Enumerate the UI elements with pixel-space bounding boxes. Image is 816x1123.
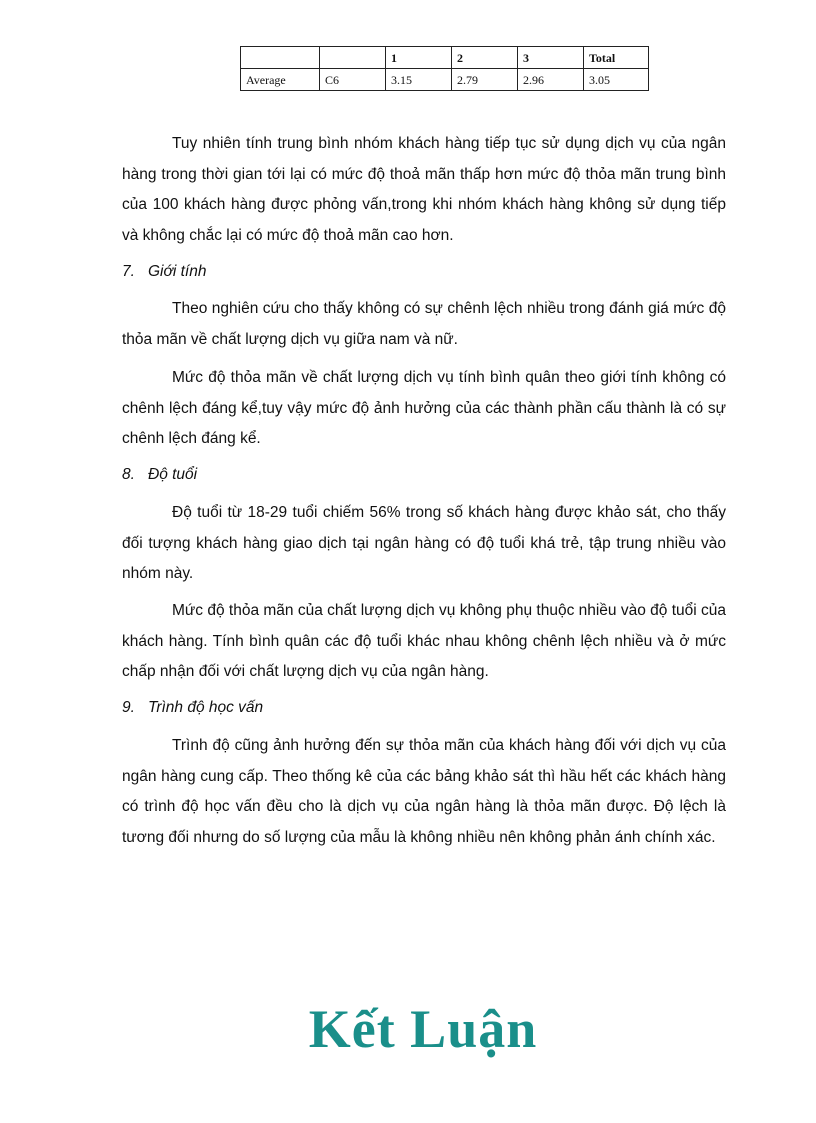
section-heading-gender [122,262,206,282]
paragraph: Tuy nhiên tính trung bình nhóm khách hàng tiếp tục sử dụng dịch vụ của ngân hàng trong thời gian tới lại có mức độ thoả mãn thấp hơn mức độ thỏa mãn trung bình của 100 khách hàng được phỏng vấn,trong khi nhóm khách hàng không sử dụng tiếp và không chắc lại có mức độ thoả mãn cao hơn. [122,135,726,244]
table-cell: 3.15 [386,69,452,91]
table-cell [320,47,386,69]
conclusion-title: Kết Luận [308,999,538,1059]
table-cell: C6 [320,69,386,91]
section-heading-education [122,698,263,718]
table-cell: 3.05 [584,69,649,91]
table-header-cell: Total [584,47,649,69]
section-number: 9. [122,699,135,716]
paragraph: Trình độ cũng ảnh hưởng đến sự thỏa mãn của khách hàng đối với dịch vụ của ngân hàng cung cấp. Theo thống kê của các bảng khảo sát thì hầu hết các khách hàng có trình độ học vấn đều cho là dịch vụ của ngân hàng là thỏa mãn được. Độ lệch là tương đối nhưng do số lượng của mẫu là không nhiều nên không phản ánh chính xác. [122,737,726,846]
section-heading-age [122,465,197,485]
paragraph: Độ tuổi từ 18-29 tuổi chiếm 56% trong số khách hàng được khảo sát, cho thấy đối tượng khách hàng giao dịch tại ngân hàng có độ tuổi khá trẻ, tập trung nhiều vào nhóm này. [122,504,726,582]
section-title: Giới tính [148,263,207,280]
table-cell [241,47,320,69]
section-title: Độ tuổi [148,466,198,483]
paragraph: Theo nghiên cứu cho thấy không có sự chênh lệch nhiều trong đánh giá mức độ thỏa mãn về chất lượng dịch vụ giữa nam và nữ. [122,300,726,348]
table-header-cell: 1 [386,47,452,69]
paragraph: Mức độ thỏa mãn của chất lượng dịch vụ không phụ thuộc nhiều vào độ tuổi của khách hàng. Tính bình quân các độ tuổi khác nhau không chênh lệch nhiều và ở mức chấp nhận đối với chất lượng dịch vụ của ngân hàng. [122,602,726,680]
table-cell: 2.96 [518,69,584,91]
section-number: 8. [122,466,135,483]
section-title: Trình độ học vấn [148,699,264,716]
table-row [241,69,649,91]
table-header-cell: 2 [452,47,518,69]
table-cell: Average [241,69,320,91]
table-header-row [241,47,649,69]
paragraph: Mức độ thỏa mãn về chất lượng dịch vụ tính bình quân theo giới tính không có chênh lệch đáng kể,tuy vậy mức độ ảnh hưởng của các thành phần cấu thành là có sự chênh lệch đáng kể. [122,369,726,447]
table-cell: 2.79 [452,69,518,91]
section-number: 7. [122,263,135,280]
table-header-cell: 3 [518,47,584,69]
average-score-table [240,46,649,91]
